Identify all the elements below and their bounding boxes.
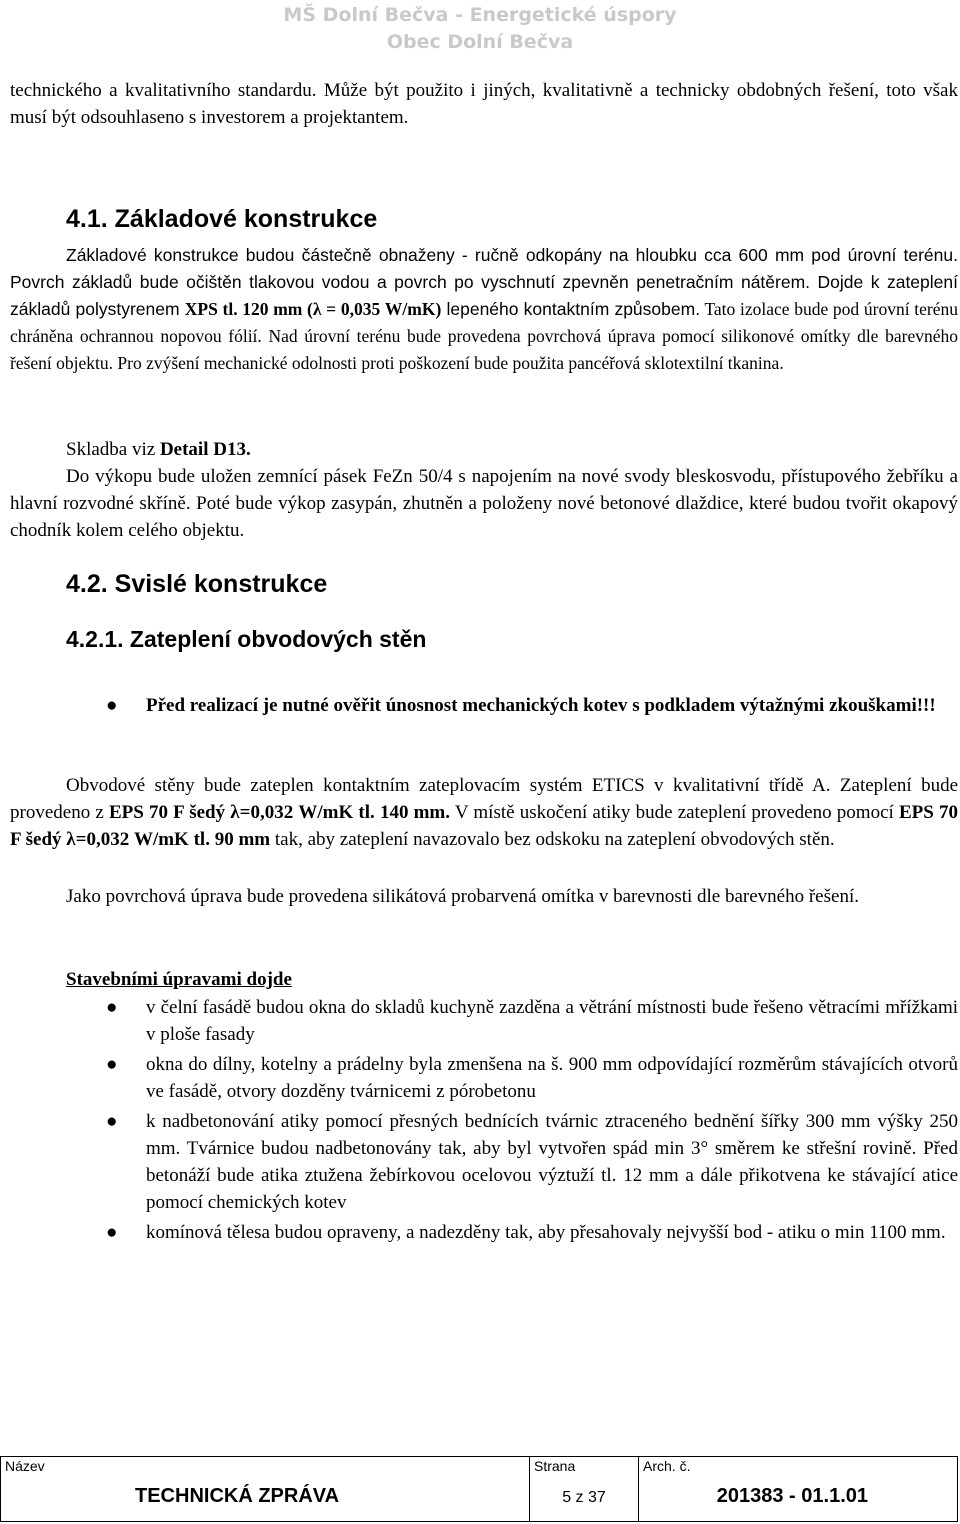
etics-spec-90: EPS 70 F šedý λ=0,032 W/mK tl. 90 mm — [10, 802, 958, 850]
foundation-text-d: Tato izolace bude pod úrovní terénu chráněna ochrannou nopovou fólií. Nad úrovní terénu bude provedena povrchová úprava pomocí silikonové omítky dle barevného řešení objektu. Pro zvýšení mechanické odolnosti proti poškození bude použita pancéřová sklotextilní tkanina. — [10, 299, 958, 373]
footer-arch-label: Arch. č. — [643, 1458, 691, 1474]
footer-page-cell — [530, 1457, 639, 1522]
detail-reference-label: Skladba viz — [66, 439, 160, 460]
warning-list — [0, 692, 958, 722]
detail-reference — [10, 436, 958, 463]
bullet-icon: ● — [106, 997, 118, 1018]
etics-paragraph — [10, 772, 958, 853]
etics-spec-140: EPS 70 F šedý λ=0,032 W/mK tl. 140 mm. — [108, 802, 451, 823]
modifications-list — [0, 994, 958, 1249]
section-heading-4-2-1: 4.2.1. Zateplení obvodových stěn — [66, 626, 427, 652]
footer-document-title: TECHNICKÁ ZPRÁVA — [135, 1485, 340, 1507]
warning-text: Před realizací je nutné ověřit únosnost mechanických kotev s podkladem výtažnými zkouškami!!! — [146, 695, 936, 716]
grounding-paragraph: Do výkopu bude uložen zemnící pásek FeZn 50/4 s napojením na nové svody bleskosvodu, přístupového žebříku a hlavní rozvodné skříně. Poté bude výkop zasypán, zhutněn a položeny nové betonové dlaždice, které budou tvořit okapový chodník kolem celého objektu. — [10, 466, 958, 541]
footer-name-label: Název — [5, 1458, 45, 1474]
list-item — [0, 1219, 958, 1246]
bullet-icon: ● — [106, 695, 118, 716]
bullet-icon: ● — [106, 1222, 118, 1243]
section-heading-4-1: 4.1. Základové konstrukce — [66, 205, 378, 233]
intro-paragraph: technického a kvalitativního standardu. Může být použito i jiných, kvalitativně a technicky obdobných řešení, toto však musí být odsouhlaseno s investorem a projektantem. — [10, 80, 958, 128]
section-heading-4-2: 4.2. Svislé konstrukce — [66, 570, 328, 598]
list-item-text: okna do dílny, kotelny a prádelny byla zmenšena na š. 900 mm odpovídající rozměrům stávajících otvorů ve fasádě, otvory dozděny tvárnicemi z pórobetonu — [146, 1054, 958, 1102]
list-item-text: k nadbetonování atiky pomocí přesných bednících tvárnic ztraceného bednění šířky 300 mm výšky 250 mm. Tvárnice budou nadbetonovány tak, aby byl vytvořen spád min 3° směrem ke střešní rovině. Před betonáží bude atika ztužena žebírkovou ocelovou výztuží tl. 12 mm a dále přikotvena ke stávající atice pomocí chemických kotev — [146, 1111, 958, 1213]
detail-reference-value: Detail D13. — [159, 439, 251, 460]
footer-name-cell — [1, 1457, 530, 1522]
bullet-icon: ● — [106, 1111, 118, 1132]
etics-text-e: tak, aby zateplení navazovalo bez odskoku na zateplení obvodových stěn. — [270, 829, 835, 850]
etics-text-a: Obvodové stěny bude zateplen kontaktním zateplovacím systém ETICS v kvalitativní třídě A. Zateplení bude provedeno z — [10, 775, 958, 823]
render-paragraph: Jako povrchová úprava bude provedena silikátová probarvená omítka v barevnosti dle barevného řešení. — [66, 886, 859, 907]
foundation-xps-spec: XPS tl. 120 mm (λ = 0,035 W/mK) — [184, 299, 442, 319]
footer-page-number: 5 z 37 — [562, 1489, 606, 1506]
list-item-text: komínová tělesa budou opraveny, a nadezděny tak, aby přesahovaly nejvyšší bod - atiku o min 1100 mm. — [146, 1222, 946, 1243]
list-item — [0, 994, 958, 1048]
footer-arch-number: 201383 - 01.1.01 — [716, 1485, 868, 1507]
foundation-text-a: Základové konstrukce budou částečně obnaženy - ručně odkopány na hloubku cca 600 mm pod úrovní terénu. Povrch základů bude očištěn tlakovou vodou a povrch po vyschnutí zpevněn penetračním nátěrem. Dojde k zateplení základů polystyrenem — [10, 245, 958, 319]
header-client: Obec Dolní Bečva — [386, 31, 574, 53]
list-item — [0, 1108, 958, 1216]
modifications-heading: Stavebními úpravami dojde — [66, 969, 292, 990]
footer-table — [0, 1456, 958, 1522]
etics-text-c: V místě uskočení atiky bude zateplení provedeno pomocí — [450, 802, 899, 823]
list-item — [0, 692, 958, 719]
page-header — [0, 0, 960, 62]
list-item — [0, 1051, 958, 1105]
list-item-text: v čelní fasádě budou okna do skladů kuchyně zazděna a větrání místnosti bude řešeno větracími mřížkami v ploše fasady — [146, 997, 958, 1045]
bullet-icon: ● — [106, 1054, 118, 1075]
footer-page-label: Strana — [534, 1458, 576, 1474]
header-project-title: MŠ Dolní Bečva - Energetické úspory — [283, 4, 677, 26]
foundation-text-c: lepeného kontaktním způsobem. — [441, 299, 701, 319]
footer-arch-cell — [639, 1457, 958, 1522]
foundation-paragraph — [10, 242, 958, 377]
